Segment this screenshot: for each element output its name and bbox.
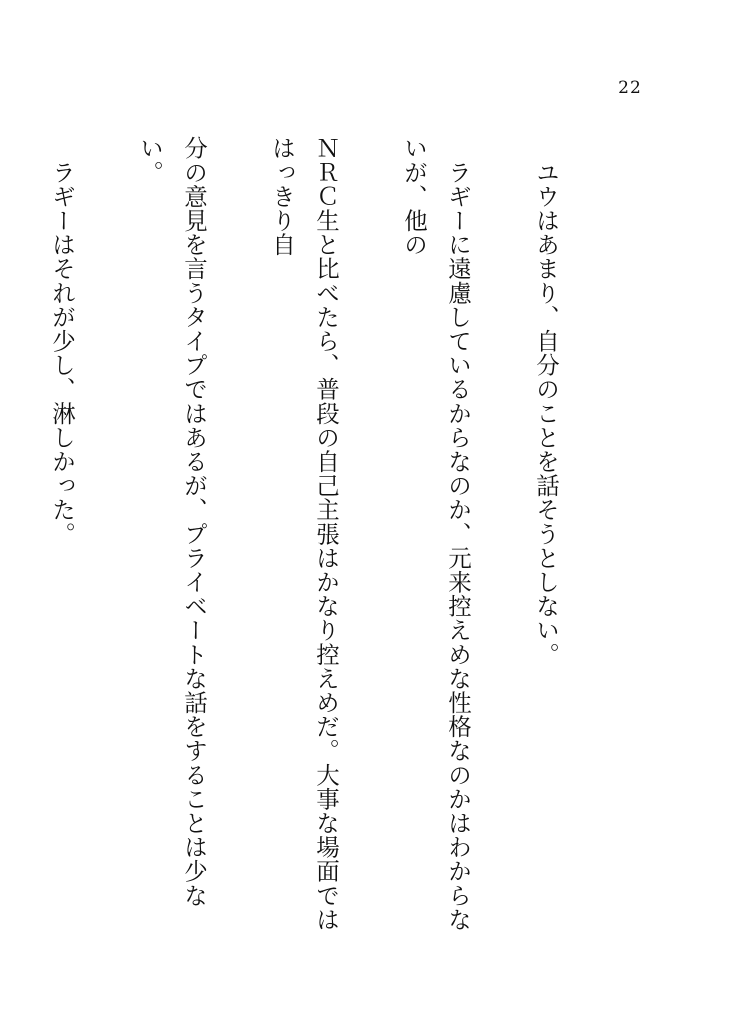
- page-number: 22: [618, 78, 642, 98]
- body-text: [0, 136, 612, 936]
- text-line: ラギーに遠慮しているからなのか、元来控えめな性格なのかはわからないが、他の: [400, 136, 472, 932]
- text-line: ラギーはそれが少し、淋しかった。: [48, 136, 76, 546]
- text-line: ユウはあまり、自分のことを話そうとしない。: [532, 136, 560, 667]
- text-line: 分の意見を言うタイプではあるが、プライベートな話をすることは少ない。: [136, 136, 208, 908]
- text-line: ＮＲＣ生と比べたら、普段の自己主張はかなり控えめだ。大事な場面でははっきり自: [268, 136, 340, 932]
